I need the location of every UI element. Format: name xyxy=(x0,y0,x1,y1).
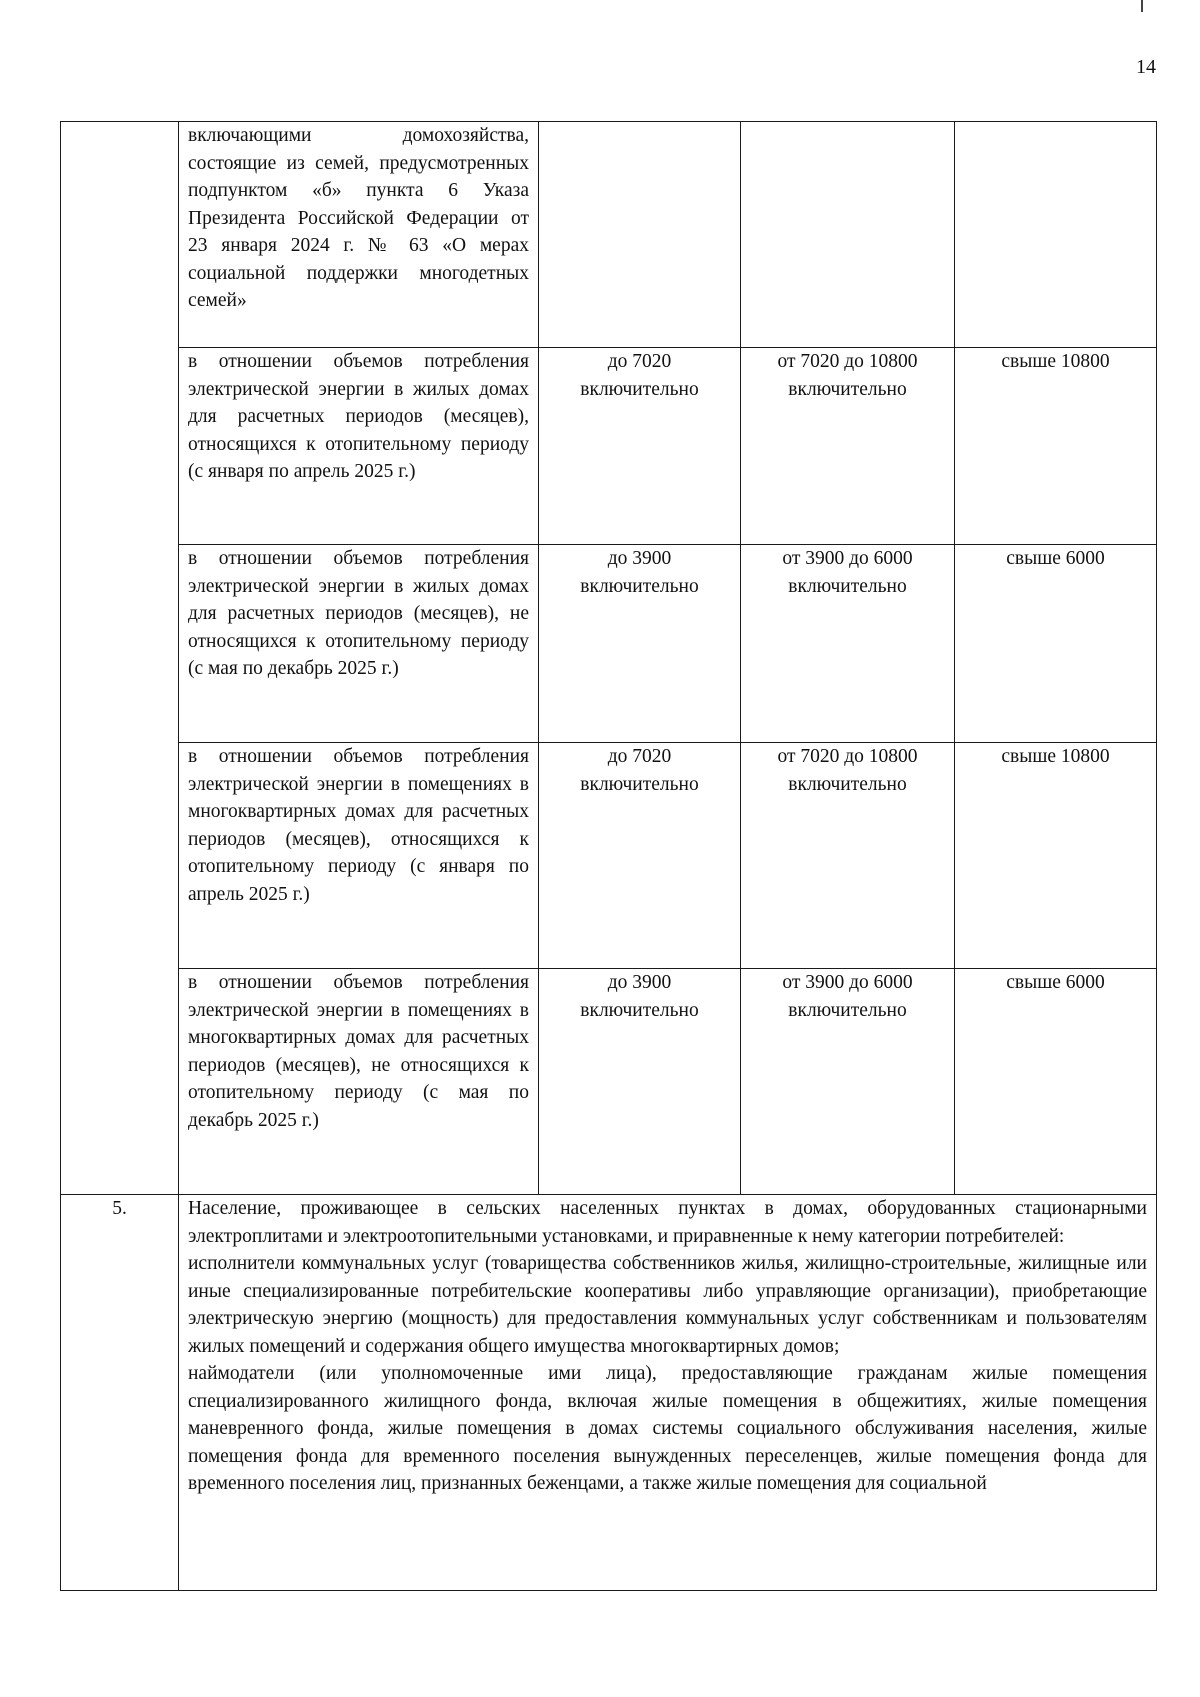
range-mid-cell: от 3900 до 6000 включительно xyxy=(741,545,955,743)
row-description: в отношении объемов потребления электрической энергии в жилых домах для расчетных периодов (месяцев), относящихся к отопительному периоду (с января по апрель 2025 г.) xyxy=(188,351,529,482)
range-high-cell: свыше 6000 xyxy=(955,969,1157,1195)
section-5-paragraph: Население, проживающее в сельских населенных пунктах в домах, оборудованных стационарными электроплитами и электроотопительными установками, и приравненные к нему категории потребителей: xyxy=(188,1198,1147,1247)
range-mid-cell: от 3900 до 6000 включительно xyxy=(741,969,955,1195)
table-row xyxy=(61,122,1157,348)
range-cell xyxy=(741,122,955,348)
range-low-cell: до 3900 включительно xyxy=(539,969,741,1195)
range-low-cell: до 7020 включительно xyxy=(539,743,741,969)
range-high-cell: свыше 10800 xyxy=(955,348,1157,545)
range-low-cell: до 3900 включительно xyxy=(539,545,741,743)
section-5-paragraph: наймодатели (или уполномоченные ими лица), предоставляющие гражданам жилые помещения специализированного жилищного фонда, включая жилые помещения в общежитиях, жилые помещения маневренного фонда, жилые помещения в домах системы социального обслуживания населения, жилые помещения фонда для временного поселения вынужденных переселенцев, жилые помещения фонда для временного поселения лиц, признанных беженцами, а также жилые помещения для социальной xyxy=(188,1363,1147,1494)
table-row xyxy=(61,545,1157,743)
range-mid-cell: от 7020 до 10800 включительно xyxy=(741,348,955,545)
range-cell xyxy=(539,122,741,348)
description-cell xyxy=(179,743,539,969)
tariff-table xyxy=(60,121,1157,1591)
description-cell xyxy=(179,348,539,545)
continuation-description: включающими домохозяйства, состоящие из семей, предусмотренных подпунктом «б» пункта 6 Указа Президента Российской Федерации от 23 января 2024 г. № 63 «О мерах социальной поддержки многодетных семей» xyxy=(188,125,529,311)
table-row xyxy=(61,969,1157,1195)
description-cell xyxy=(179,545,539,743)
page-number: 14 xyxy=(1136,56,1156,78)
scan-edge-mark xyxy=(1141,0,1143,12)
section-5-text-cell xyxy=(179,1195,1157,1591)
description-cell xyxy=(179,969,539,1195)
section-number: 5. xyxy=(61,1195,179,1591)
table-row xyxy=(61,348,1157,545)
range-cell xyxy=(955,122,1157,348)
table-row xyxy=(61,743,1157,969)
table-row xyxy=(61,1195,1157,1591)
range-mid-cell: от 7020 до 10800 включительно xyxy=(741,743,955,969)
number-cell-empty xyxy=(61,122,179,1195)
row-description: в отношении объемов потребления электрической энергии в помещениях в многоквартирных домах для расчетных периодов (месяцев), относящихся к отопительному периоду (с января по апрель 2025 г.) xyxy=(188,746,529,905)
row-description: в отношении объемов потребления электрической энергии в жилых домах для расчетных периодов (месяцев), не относящихся к отопительному периоду (с мая по декабрь 2025 г.) xyxy=(188,548,529,679)
range-high-cell: свыше 6000 xyxy=(955,545,1157,743)
range-low-cell: до 7020 включительно xyxy=(539,348,741,545)
row-description: в отношении объемов потребления электрической энергии в помещениях в многоквартирных домах для расчетных периодов (месяцев), не относящихся к отопительному периоду (с мая по декабрь 2025 г.) xyxy=(188,972,529,1131)
range-high-cell: свыше 10800 xyxy=(955,743,1157,969)
section-5-paragraph: исполнители коммунальных услуг (товарищества собственников жилья, жилищно-строительные, жилищные или иные специализированные потребительские кооперативы либо управляющие организации), приобретающие электрическую энергию (мощность) для предоставления коммунальных услуг собственникам и пользователям жилых помещений и содержания общего имущества многоквартирных домов; xyxy=(188,1253,1147,1357)
description-cell xyxy=(179,122,539,348)
